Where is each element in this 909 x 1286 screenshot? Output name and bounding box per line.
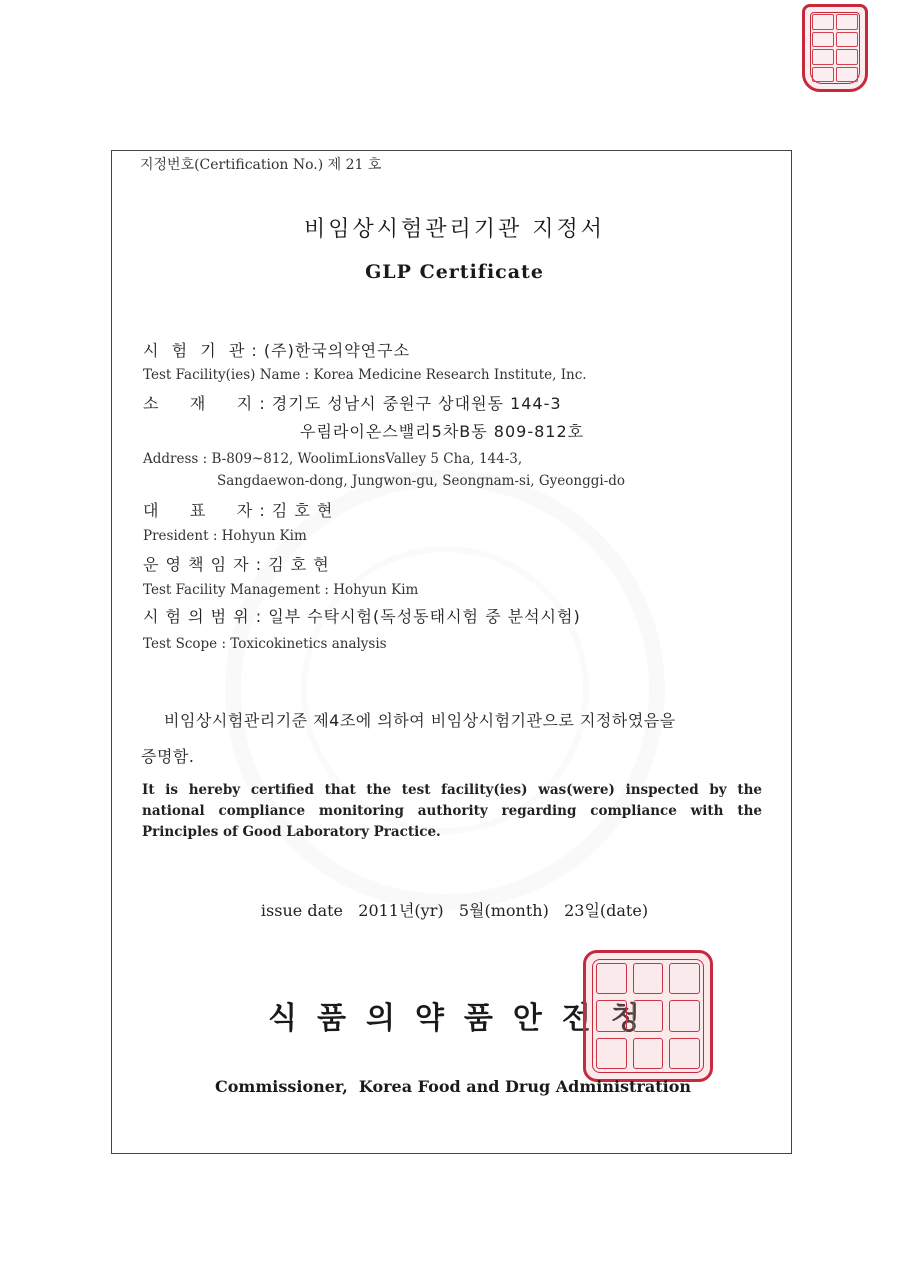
management-label-ko: 운 영 책 임 자 : <box>143 555 269 574</box>
corner-seal-stamp <box>802 4 868 92</box>
facility-name-label-ko: 시 험 기 관 : <box>143 341 264 360</box>
address-row-ko <box>143 391 562 414</box>
address-en-line2: Sangdaewon-dong, Jungwon-gu, Seongnam-si, Gyeonggi-do <box>217 473 626 489</box>
president-row-ko <box>143 498 333 521</box>
management-row-ko <box>143 552 330 575</box>
scope-row-ko <box>143 604 581 627</box>
scope-label-ko: 시 험 의 범 위 : <box>143 607 269 626</box>
title-korean: 비임상시험관리기관 지정서 <box>303 217 606 242</box>
statement-korean-line2: 증명함. <box>141 747 195 766</box>
address-label-ko: 소 재 지 : <box>143 394 272 413</box>
statement-korean-line1: 비임상시험관리기준 제4조에 의하여 비임상시험기관으로 지정하였음을 <box>164 711 676 730</box>
president-en: President : Hohyun Kim <box>143 528 307 544</box>
address-line2-ko: 우림라이온스밸리5차B동 809-812호 <box>300 422 585 441</box>
president-value-ko: 김 호 현 <box>271 501 334 520</box>
facility-name-row-ko <box>143 338 410 361</box>
authority-english: Commissioner, Korea Food and Drug Administration <box>215 1077 691 1096</box>
facility-name-value-ko: (주)한국의약연구소 <box>263 341 411 360</box>
title-english: GLP Certificate <box>365 261 544 283</box>
authority-korean: 식품의약품안전청 <box>268 1001 660 1036</box>
statement-english <box>142 780 762 843</box>
president-label-ko: 대 표 자 : <box>143 501 272 520</box>
management-en: Test Facility Management : Hohyun Kim <box>143 582 419 598</box>
address-line1-ko: 경기도 성남시 중원구 상대원동 144-3 <box>271 394 562 413</box>
management-value-ko: 김 호 현 <box>268 555 330 574</box>
scope-en: Test Scope : Toxicokinetics analysis <box>143 636 387 652</box>
address-en-line1: Address : B-809~812, WoolimLionsValley 5 Cha, 144-3, <box>143 451 523 467</box>
facility-name-en: Test Facility(ies) Name : Korea Medicine Research Institute, Inc. <box>143 367 587 383</box>
issue-date: issue date 2011년(yr) 5월(month) 23일(date) <box>260 901 649 920</box>
statement-english-text: It is hereby certified that the test facility(ies) was(were) inspected by the national compliance monitoring authority regarding compliance with the Principles of Good Laboratory Practice. <box>142 782 762 840</box>
scope-value-ko: 일부 수탁시험(독성동태시험 중 분석시험) <box>268 607 581 626</box>
official-seal-stamp <box>583 950 713 1082</box>
certification-number: 지정번호(Certification No.) 제 21 호 <box>140 157 382 173</box>
